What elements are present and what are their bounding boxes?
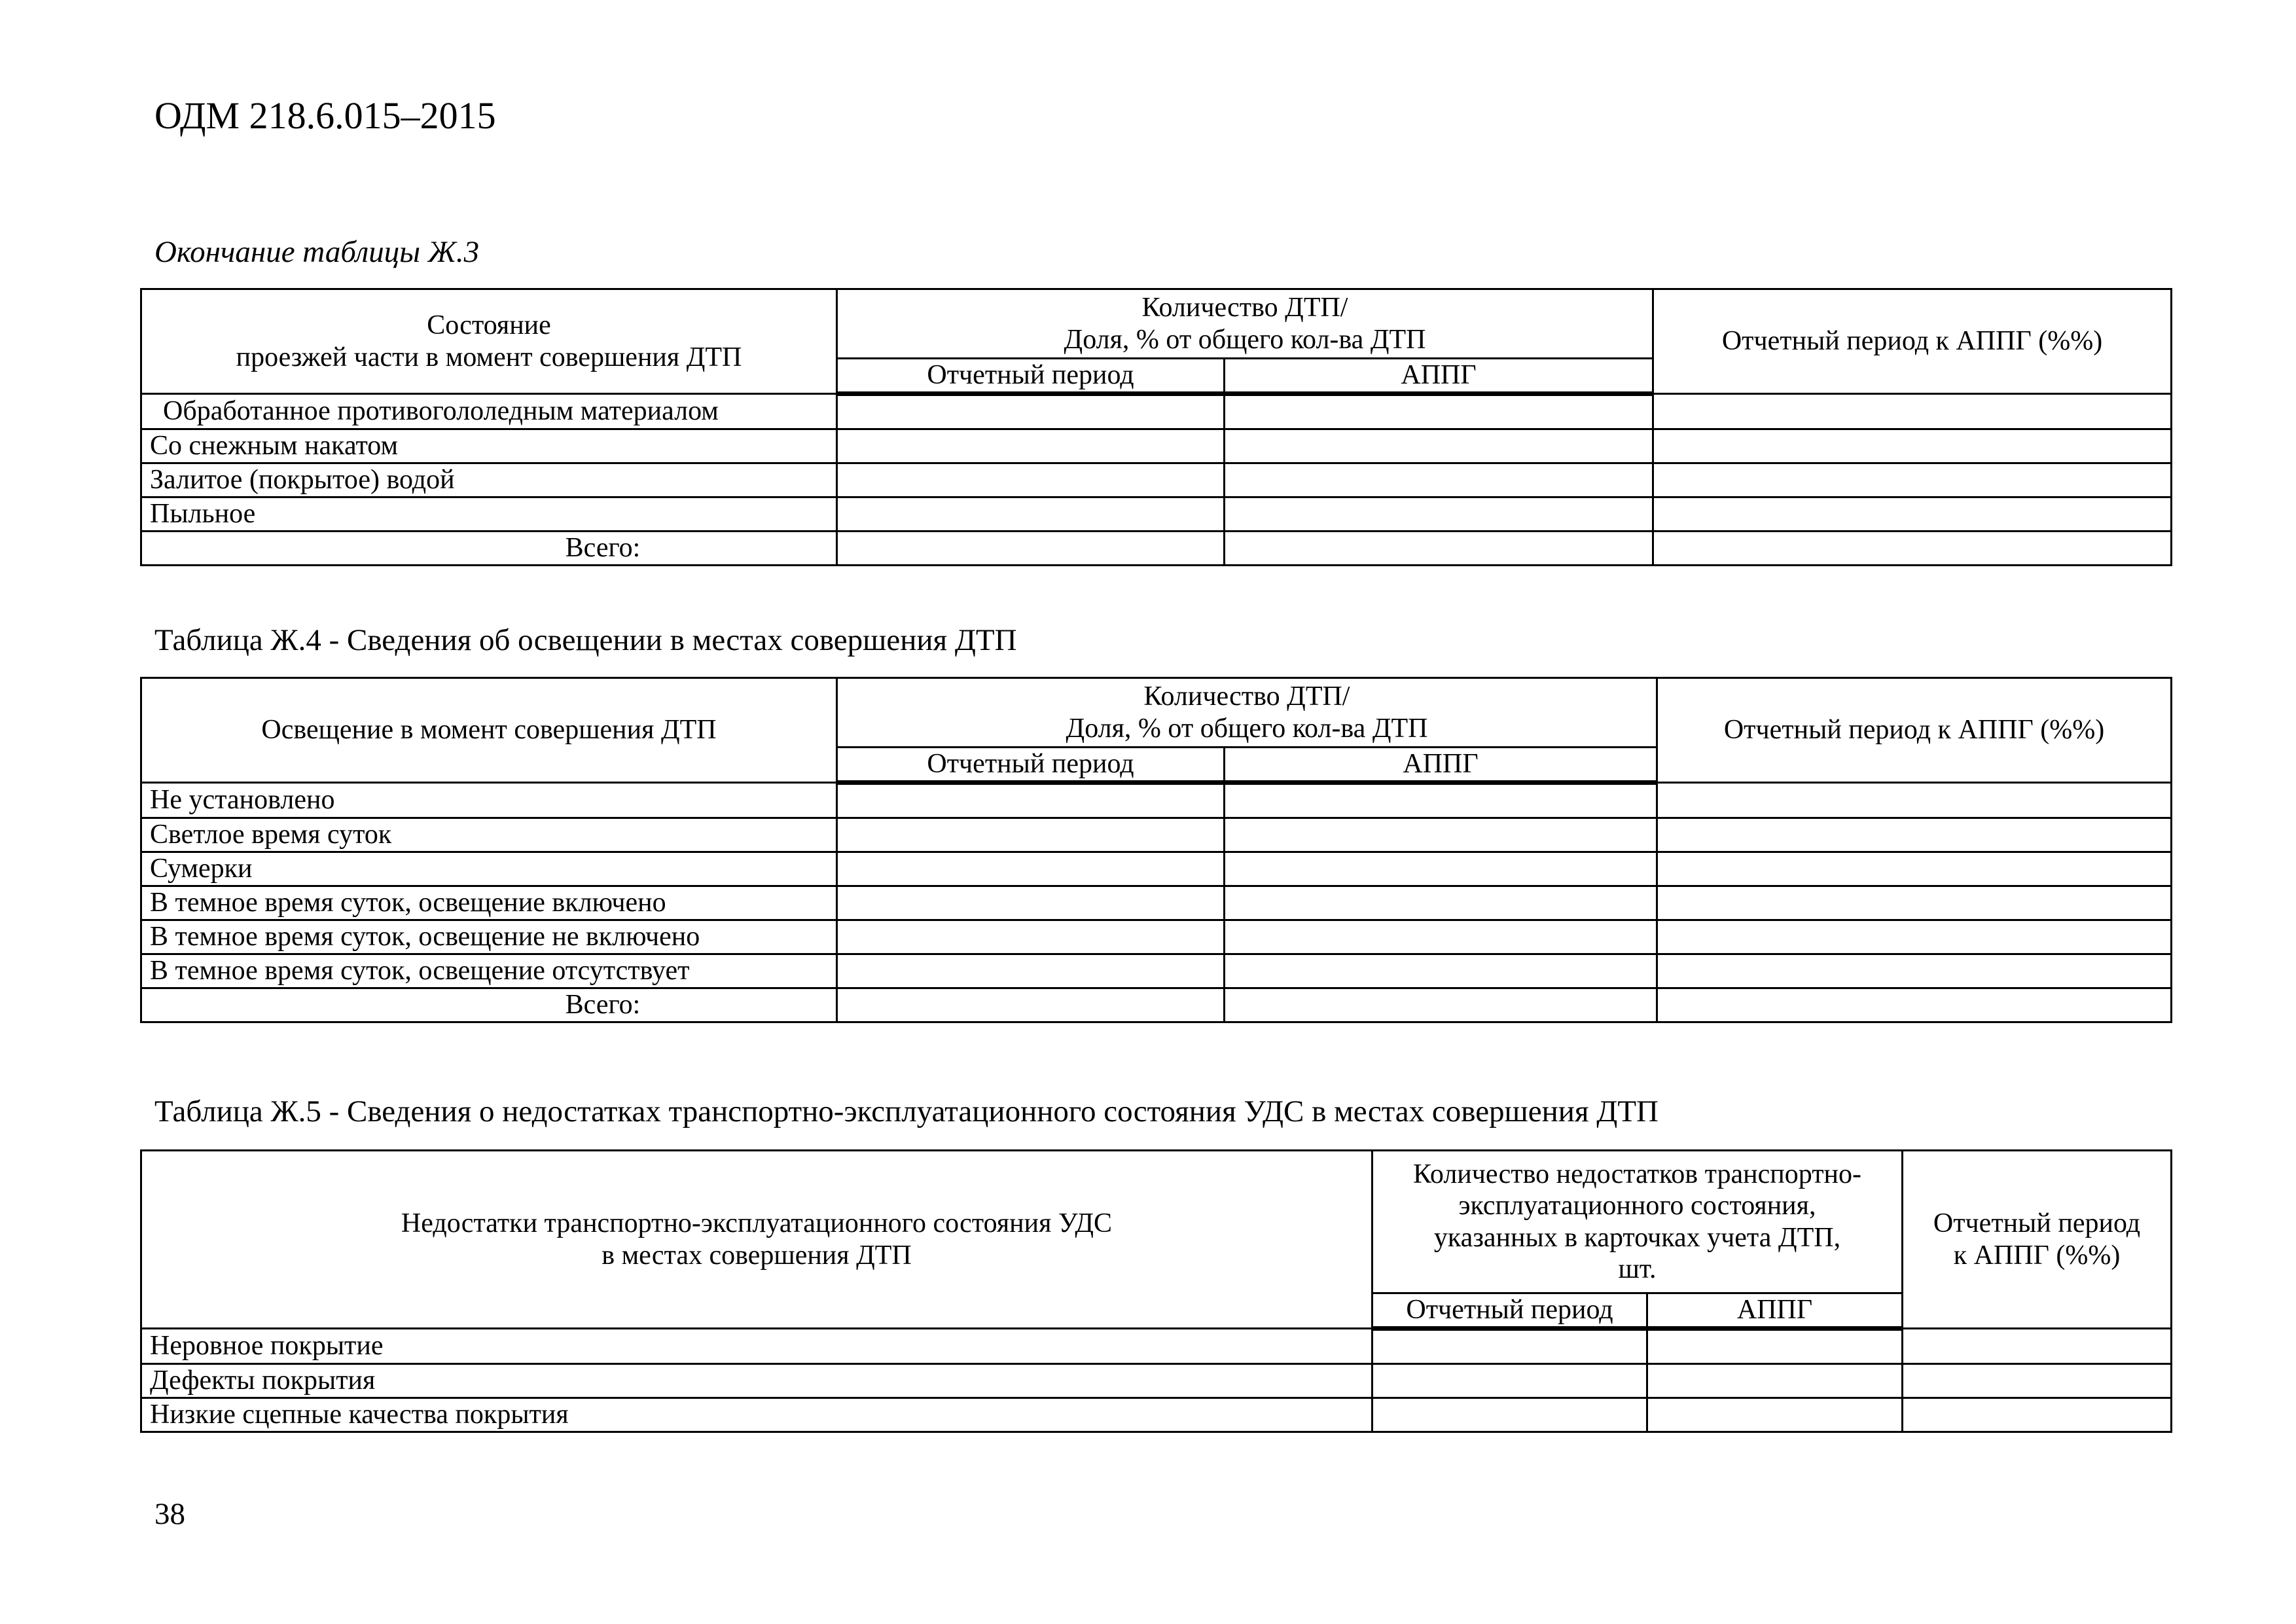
table4-header-count-line2: Доля, % от общего кол-ва ДТП <box>1066 713 1428 744</box>
table-cell <box>837 818 1225 852</box>
table-cell <box>1225 954 1657 988</box>
document-code: ОДМ 218.6.015–2015 <box>154 94 496 137</box>
table-cell <box>837 497 1225 532</box>
table-cell <box>1903 1329 2172 1364</box>
table-cell <box>1653 394 2172 429</box>
table3-header-state-line1: Состояние <box>427 310 551 341</box>
table-cell <box>837 988 1225 1022</box>
table-row <box>141 1364 2172 1398</box>
table-row <box>141 1329 2172 1364</box>
table-cell <box>1647 1329 1903 1364</box>
table3-header-ratio: Отчетный период к АППГ (%%) <box>1653 289 2172 394</box>
table5 <box>140 1149 2172 1433</box>
table5-header-defects <box>141 1151 1372 1329</box>
table5-header-ratio-line2: к АППГ (%%) <box>1953 1240 2121 1271</box>
table-cell <box>1657 886 2172 920</box>
table3-total-text: Всего: <box>565 533 641 564</box>
table-cell <box>1647 1398 1903 1432</box>
table4-row-label: Сумерки <box>141 852 837 886</box>
table4-header-ratio: Отчетный период к АППГ (%%) <box>1657 678 2172 783</box>
table5-header-appg: АППГ <box>1647 1293 1903 1329</box>
table5-row-label: Низкие сцепные качества покрытия <box>141 1398 1372 1432</box>
table5-header-period: Отчетный период <box>1372 1293 1647 1329</box>
table-row <box>141 920 2172 954</box>
table-cell <box>1225 920 1657 954</box>
table-cell <box>1372 1329 1647 1364</box>
table5-header-defects-line1: Недостатки транспортно-эксплуатационного состояния УДС <box>401 1208 1113 1239</box>
table4-total-label <box>141 988 837 1022</box>
table-cell <box>1225 532 1653 566</box>
table3 <box>140 288 2172 566</box>
table-row <box>141 1398 2172 1432</box>
table-row-total <box>141 532 2172 566</box>
table-cell <box>1225 852 1657 886</box>
table4-header-period: Отчетный период <box>837 748 1225 783</box>
table3-header-count-line2: Доля, % от общего кол-ва ДТП <box>1064 324 1426 355</box>
table-row <box>141 852 2172 886</box>
table4-total-text: Всего: <box>565 990 641 1020</box>
table3-header-period: Отчетный период <box>837 359 1225 394</box>
table5-header-count-line2: эксплуатационного состояния, <box>1458 1191 1816 1221</box>
table4-row-label: В темное время суток, освещение включено <box>141 886 837 920</box>
table-cell <box>837 852 1225 886</box>
table4 <box>140 677 2172 1023</box>
table3-caption: Окончание таблицы Ж.3 <box>154 235 480 269</box>
table-row <box>141 429 2172 463</box>
table-cell <box>837 954 1225 988</box>
table3-row-label: Со снежным накатом <box>141 429 837 463</box>
table-cell <box>1225 497 1653 532</box>
table-cell <box>1657 783 2172 818</box>
table5-header-count <box>1372 1151 1903 1293</box>
table5-header-defects-line2: в местах совершения ДТП <box>601 1240 912 1271</box>
table-row <box>141 394 2172 429</box>
table3-row-label: Залитое (покрытое) водой <box>141 463 837 497</box>
table-cell <box>1653 429 2172 463</box>
table-row <box>141 783 2172 818</box>
table-cell <box>837 886 1225 920</box>
page-number: 38 <box>154 1497 185 1531</box>
table-cell <box>1225 394 1653 429</box>
table-cell <box>1653 463 2172 497</box>
table-cell <box>1903 1364 2172 1398</box>
table-row <box>141 886 2172 920</box>
table4-row-label: Не установлено <box>141 783 837 818</box>
table-cell <box>1653 532 2172 566</box>
table5-header-count-line1: Количество недостатков транспортно- <box>1412 1159 1862 1189</box>
table5-header-count-line3: указанных в карточках учета ДТП, <box>1433 1222 1841 1253</box>
table3-row-label: Обработанное противогололедным материалом <box>141 394 837 429</box>
table-cell <box>1657 920 2172 954</box>
table-cell <box>1225 988 1657 1022</box>
table-cell <box>1372 1398 1647 1432</box>
table3-row-label: Пыльное <box>141 497 837 532</box>
table-row <box>141 954 2172 988</box>
table3-header-appg: АППГ <box>1225 359 1653 394</box>
table-cell <box>1653 497 2172 532</box>
table-cell <box>1657 852 2172 886</box>
table-row-total <box>141 988 2172 1022</box>
table-cell <box>837 394 1225 429</box>
table5-header-count-line4: шт. <box>1618 1254 1657 1284</box>
table5-header-ratio-line1: Отчетный период <box>1933 1208 2141 1239</box>
table-cell <box>1647 1364 1903 1398</box>
table-cell <box>1225 429 1653 463</box>
table-row <box>141 463 2172 497</box>
table5-caption: Таблица Ж.5 - Сведения о недостатках транспортно-эксплуатационного состояния УДС в местах совершения ДТП <box>154 1094 1659 1128</box>
table4-row-label: В темное время суток, освещение не включено <box>141 920 837 954</box>
table-cell <box>1657 818 2172 852</box>
table-cell <box>1225 886 1657 920</box>
table-cell <box>837 429 1225 463</box>
table3-total-label <box>141 532 837 566</box>
table-row <box>141 497 2172 532</box>
table3-header-state <box>141 289 837 394</box>
table4-row-label: Светлое время суток <box>141 818 837 852</box>
table-cell <box>1225 783 1657 818</box>
table4-caption: Таблица Ж.4 - Сведения об освещении в местах совершения ДТП <box>154 623 1017 657</box>
table3-header-count-line1: Количество ДТП/ <box>1141 293 1348 323</box>
table4-header-light: Освещение в момент совершения ДТП <box>141 678 837 783</box>
table-cell <box>837 783 1225 818</box>
table-cell <box>837 920 1225 954</box>
table-row <box>141 818 2172 852</box>
table4-header-count-line1: Количество ДТП/ <box>1143 681 1350 712</box>
table-cell <box>1903 1398 2172 1432</box>
table5-row-label: Неровное покрытие <box>141 1329 1372 1364</box>
table5-row-label: Дефекты покрытия <box>141 1364 1372 1398</box>
table-cell <box>837 532 1225 566</box>
table4-header-appg: АППГ <box>1225 748 1657 783</box>
table-cell <box>1225 818 1657 852</box>
table-cell <box>1225 463 1653 497</box>
table-cell <box>837 463 1225 497</box>
table-cell <box>1657 954 2172 988</box>
table3-header-count <box>837 289 1653 359</box>
table5-header-ratio <box>1903 1151 2172 1329</box>
table4-header-count <box>837 678 1657 748</box>
table3-header-state-line2: проезжей части в момент совершения ДТП <box>236 342 742 372</box>
table4-row-label: В темное время суток, освещение отсутствует <box>141 954 837 988</box>
table-cell <box>1372 1364 1647 1398</box>
table-cell <box>1657 988 2172 1022</box>
